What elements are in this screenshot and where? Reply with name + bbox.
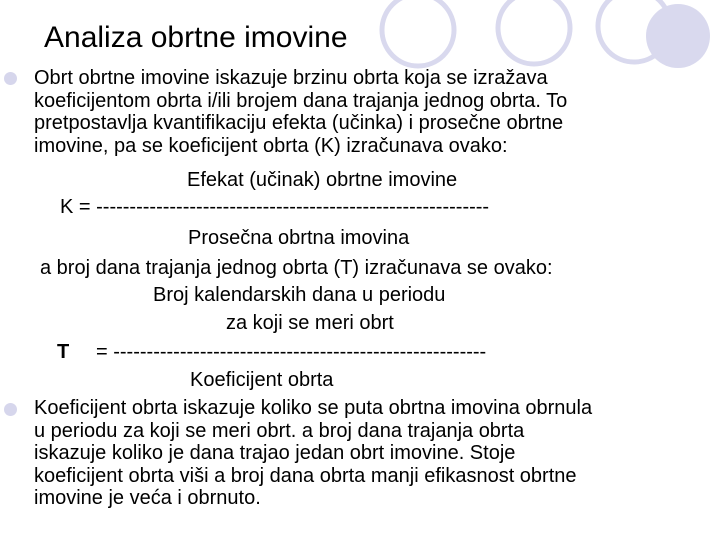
formula-t-denominator: Koeficijent obrta (190, 369, 334, 391)
paragraph-line: iskazuje koliko je dana trajao jedan obrt imovine. Stoje (34, 442, 516, 464)
deco-circle-outline (382, 0, 454, 66)
deco-circle-filled (646, 4, 710, 68)
bullet-paragraph-1 (34, 67, 714, 157)
formula-k-denominator: Prosečna obrtna imovina (188, 227, 410, 249)
paragraph-line: pretpostavlja kvantifikaciju efekta (učinka) i prosečne obrtne (34, 112, 564, 134)
slide-title: Analiza obrtne imovine (44, 21, 348, 54)
formula-k-fraction-line: K = ----------------------------------------------------------- (60, 196, 490, 218)
paragraph-line: koeficijent obrta viši a broj dana obrta manji efikasnost obrtne (34, 464, 577, 487)
paragraph-line: koeficijentom obrta i/ili brojem dana trajanja jednog obrta. To (34, 89, 568, 112)
deco-circle-outline (498, 0, 570, 64)
paragraph-line: u periodu za koji se meri obrt. a broj dana trajanja obrta (34, 419, 525, 442)
paragraph-line: Koeficijent obrta iskazuje koliko se puta obrtna imovina obrnula (34, 397, 593, 419)
paragraph-line: imovine je veća i obrnuto. (34, 487, 261, 509)
bullet-paragraph-2 (34, 397, 714, 510)
formula-k-numerator: Efekat (učinak) obrtne imovine (187, 169, 458, 191)
bullet-icon (4, 72, 17, 85)
formula-t-fraction-line: = -------------------------------------------------------- (96, 341, 487, 363)
formula-t-numerator-line-1: Broj kalendarskih dana u periodu (153, 284, 446, 306)
formula-t-intro: a broj dana trajanja jednog obrta (T) izračunava se ovako: (40, 257, 553, 279)
formula-t-symbol: T (57, 341, 70, 363)
paragraph-line: Obrt obrtne imovine iskazuje brzinu obrta koja se izražava (34, 67, 548, 89)
paragraph-line: imovine, pa se koeficijent obrta (K) izračunava ovako: (34, 134, 508, 157)
formula-t-numerator-line-2: za koji se meri obrt (226, 312, 394, 334)
bullet-icon (4, 403, 17, 416)
